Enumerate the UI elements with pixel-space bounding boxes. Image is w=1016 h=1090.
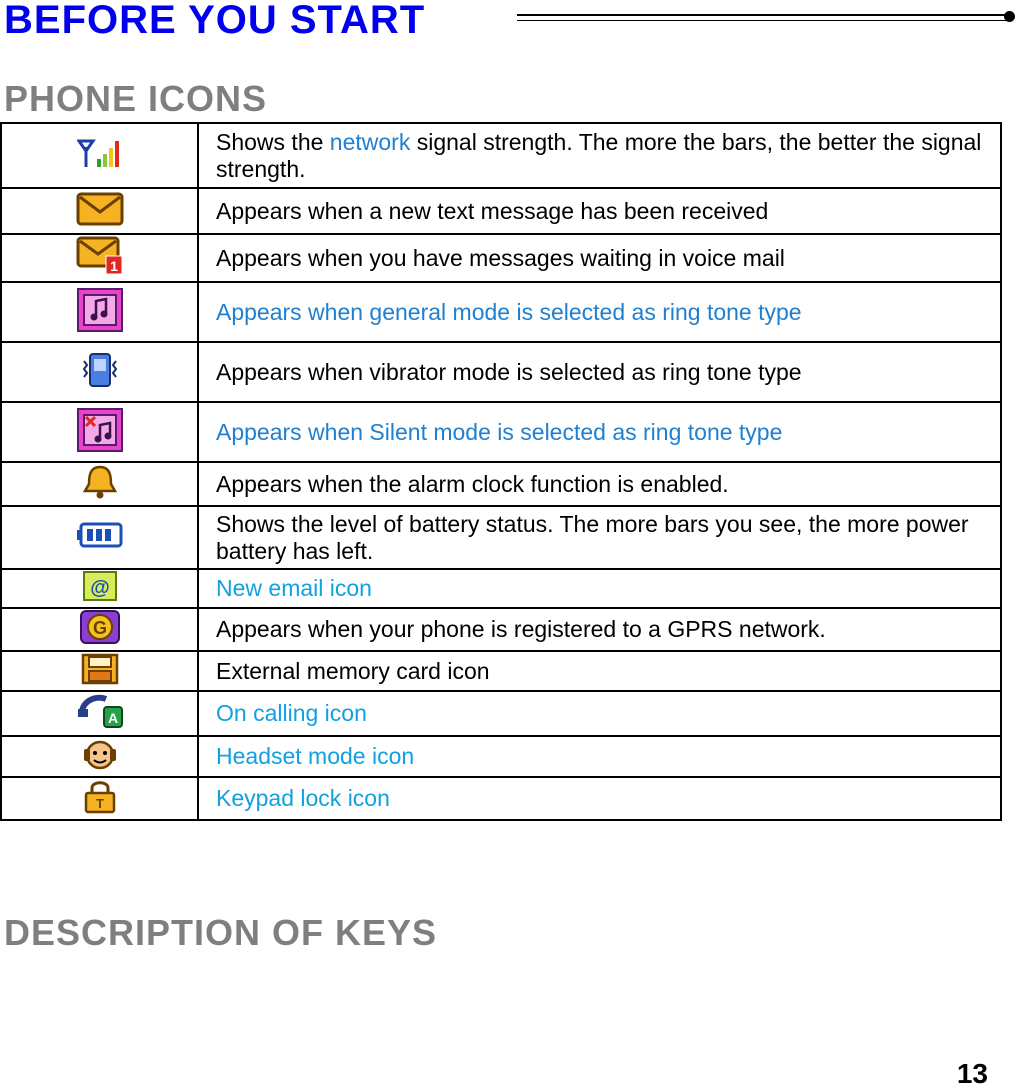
row-text-part: signal strength. The more the bars, the better the signal strength. [216, 128, 982, 182]
row-text: On calling icon [198, 691, 1001, 736]
table-row [1, 402, 1001, 462]
table-row [1, 342, 1001, 402]
headset-icon [81, 737, 119, 776]
svg-text:1: 1 [109, 257, 118, 274]
svg-text:G: G [92, 618, 107, 638]
table-row [1, 282, 1001, 342]
table-row [1, 234, 1001, 282]
row-text: Appears when Silent mode is selected as ring tone type [198, 402, 1001, 462]
vibrator-mode-icon [80, 351, 120, 394]
row-text: Appears when you have messages waiting in voice mail [198, 234, 1001, 282]
svg-text:T: T [95, 796, 104, 811]
svg-text:A: A [107, 710, 118, 726]
table-row [1, 123, 1001, 188]
row-text: Appears when a new text message has been received [198, 188, 1001, 234]
row-text: Keypad lock icon [198, 777, 1001, 820]
row-text: Appears when your phone is registered to a GPRS network. [198, 608, 1001, 651]
gprs-icon [79, 609, 121, 650]
table-row [1, 651, 1001, 691]
title-rule [517, 14, 1009, 21]
row-text: Appears when general mode is selected as ring tone type [198, 282, 1001, 342]
keypad-lock-icon [82, 778, 118, 819]
phone-icons-table [0, 122, 1002, 821]
table-row [1, 506, 1001, 569]
page-title: BEFORE YOU START [4, 0, 426, 42]
alarm-clock-icon [81, 464, 119, 505]
email-icon [82, 570, 118, 607]
row-text-part: Shows the [216, 128, 330, 155]
row-text: Appears when vibrator mode is selected as ring tone type [198, 342, 1001, 402]
row-text: External memory card icon [198, 651, 1001, 691]
silent-mode-icon [76, 407, 124, 458]
svg-text:@: @ [89, 577, 110, 599]
battery-icon [76, 522, 124, 553]
text-message-icon [76, 192, 124, 231]
table-row [1, 608, 1001, 651]
table-row [1, 777, 1001, 820]
table-row [1, 569, 1001, 608]
on-calling-icon [76, 693, 124, 734]
table-row [1, 462, 1001, 506]
page-number: 13 [956, 1058, 988, 1089]
row-text: New email icon [198, 569, 1001, 608]
row-text: Appears when the alarm clock function is enabled. [198, 462, 1001, 506]
row-text: Headset mode icon [198, 736, 1001, 777]
general-mode-icon [76, 287, 124, 338]
description-of-keys-heading: DESCRIPTION OF KEYS [4, 912, 438, 953]
table-row [1, 188, 1001, 234]
title-rule-end-dot [1004, 11, 1015, 22]
memory-card-icon [81, 653, 119, 690]
table-row [1, 736, 1001, 777]
network-term: network [329, 128, 411, 155]
phone-icons-heading: PHONE ICONS [4, 78, 268, 119]
row-text: Shows the level of battery status. The more bars you see, the more power battery has left. [198, 506, 1001, 569]
voice-mail-icon [76, 236, 124, 281]
table-row [1, 691, 1001, 736]
signal-strength-icon [77, 137, 123, 174]
